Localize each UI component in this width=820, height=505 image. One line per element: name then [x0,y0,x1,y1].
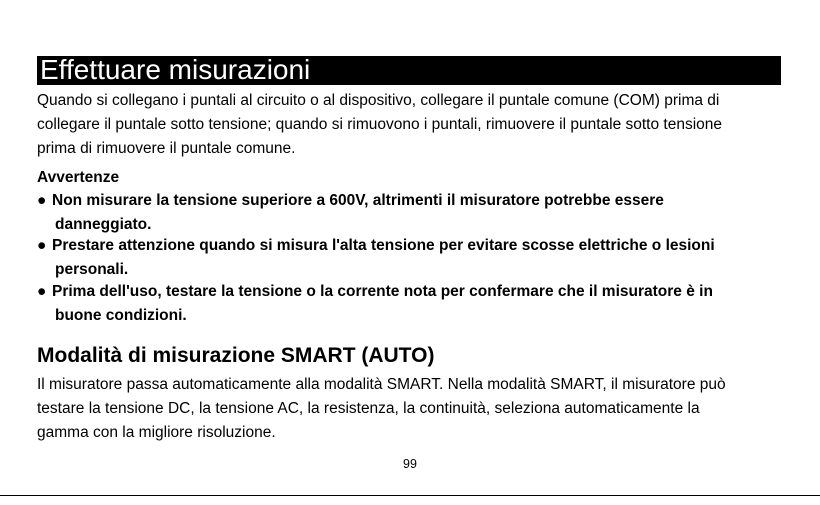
warning-text-line: Prestare attenzione quando si misura l'alta tensione per evitare scosse elettriche o lesioni [52,237,715,254]
warning-text-line: danneggiato. [55,216,152,233]
warning-text-line: Non misurare la tensione superiore a 600V, altrimenti il misuratore potrebbe essere [52,192,664,209]
smart-line-1: Il misuratore passa automaticamente alla modalità SMART. Nella modalità SMART, il misuratore può [37,376,726,393]
page-number: 99 [403,457,417,471]
smart-line-2: testare la tensione DC, la tensione AC, la resistenza, la continuità, seleziona automaticamente la [37,400,700,417]
bottom-divider [0,495,820,496]
warning-item-2 [37,234,715,282]
page-title: Effettuare misurazioni [40,54,311,85]
section-header-bar [37,56,781,85]
warning-text-line: personali. [55,261,129,278]
smart-line-3: gamma con la migliore risoluzione. [37,424,276,441]
bullet-icon: ● [37,283,47,300]
intro-line-2: collegare il puntale sotto tensione; quando si rimuovono i puntali, rimuovere il puntale sotto tensione [37,116,723,133]
bullet-icon: ● [37,237,47,254]
smart-mode-title: Modalità di misurazione SMART (AUTO) [37,344,435,367]
intro-line-1: Quando si collegano i puntali al circuito o al dispositivo, collegare il puntale comune (COM) prima di [37,92,720,109]
warning-item-1 [37,189,664,237]
warning-text-line: Prima dell'uso, testare la tensione o la corrente nota per confermare che il misuratore è in [52,283,713,300]
bullet-icon: ● [37,192,47,209]
warning-item-3 [37,280,713,328]
warning-text-line: buone condizioni. [55,307,187,324]
intro-line-3: prima di rimuovere il puntale comune. [37,140,296,157]
warnings-heading: Avvertenze [37,169,120,186]
